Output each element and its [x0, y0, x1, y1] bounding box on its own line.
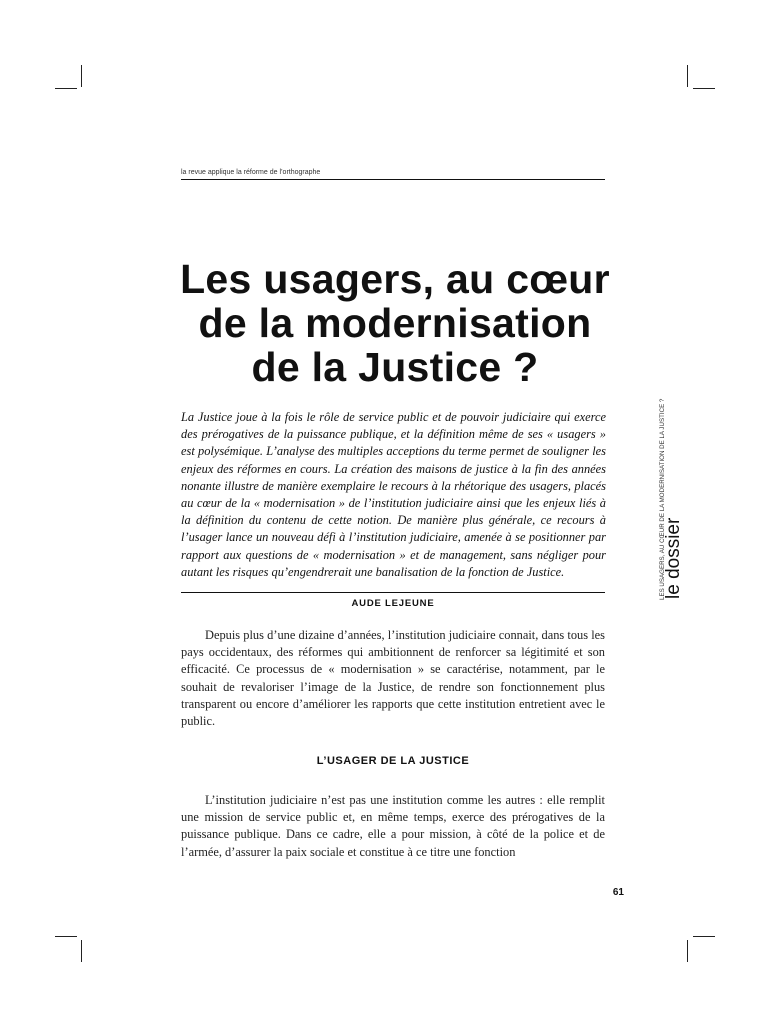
- crop-mark: [81, 940, 82, 962]
- author-name: AUDE LEJEUNE: [351, 598, 435, 609]
- side-running-title: LES USAGERS, AU CŒUR DE LA MODERNISATION DE LA JUSTICE ?: [659, 398, 666, 600]
- crop-mark: [687, 65, 688, 87]
- crop-mark: [55, 88, 77, 89]
- body-paragraph: L’institution judiciaire n’est pas une institution comme les autres : elle remplit une mission de service public et, en même temps, exerce des prérogatives de la puissance publique. Dans ce cadre, elle a pour mission, à côté de la police et de l’armée, d’assurer la paix sociale et constitue à ce titre une fonction: [181, 793, 605, 859]
- crop-mark: [693, 88, 715, 89]
- running-head: la revue applique la réforme de l’orthographe: [181, 169, 605, 180]
- crop-mark: [687, 940, 688, 962]
- crop-mark: [693, 936, 715, 937]
- crop-mark: [55, 936, 77, 937]
- section-heading: L’USAGER DE LA JUSTICE: [316, 755, 470, 767]
- article-title: Les usagers, au cœur de la modernisation de la Justice ?: [180, 256, 610, 390]
- body-paragraph: Depuis plus d’une dizaine d’années, l’institution judiciaire connait, dans tous les pays occidentaux, des réformes qui ambitionnent de renforcer sa légitimité et son efficacité. Ce processus de « modernisation » se caractérise, notamment, par le souhait de revaloriser l’image de la Justice, de rendre son fonctionnement plus transparent ou encore d’améliorer les rapports que cette institution entretient avec le public.: [181, 628, 605, 729]
- crop-mark: [81, 65, 82, 87]
- page-number: 61: [612, 887, 624, 898]
- article-abstract: La Justice joue à la fois le rôle de service public et de pouvoir judiciaire qui exerce des prérogatives de la puissance publique, et la définition même de ses « usagers » est polysémique. L’analyse des multiples acceptions du terme permet de souligner les enjeux des réformes en cours. La création des maisons de justice à la fin des années nonante illustre de manière exemplaire le recours à la rhétorique des usagers, placés au cœur de la « modernisation » de l’institution judiciaire ainsi que les enjeux liés à la définition du contenu de cette notion. De manière plus générale, ce recours à l’usager lance un nouveau défi à l’institution judiciaire, amenée à se positionner par rapport aux questions de « modernisation » et de management, sans négliger pour autant les risques qu’engendrerait une banalisation de la fonction de Justice.: [181, 410, 606, 579]
- abstract-divider: [181, 592, 605, 593]
- side-section-label: le dossier: [663, 517, 684, 599]
